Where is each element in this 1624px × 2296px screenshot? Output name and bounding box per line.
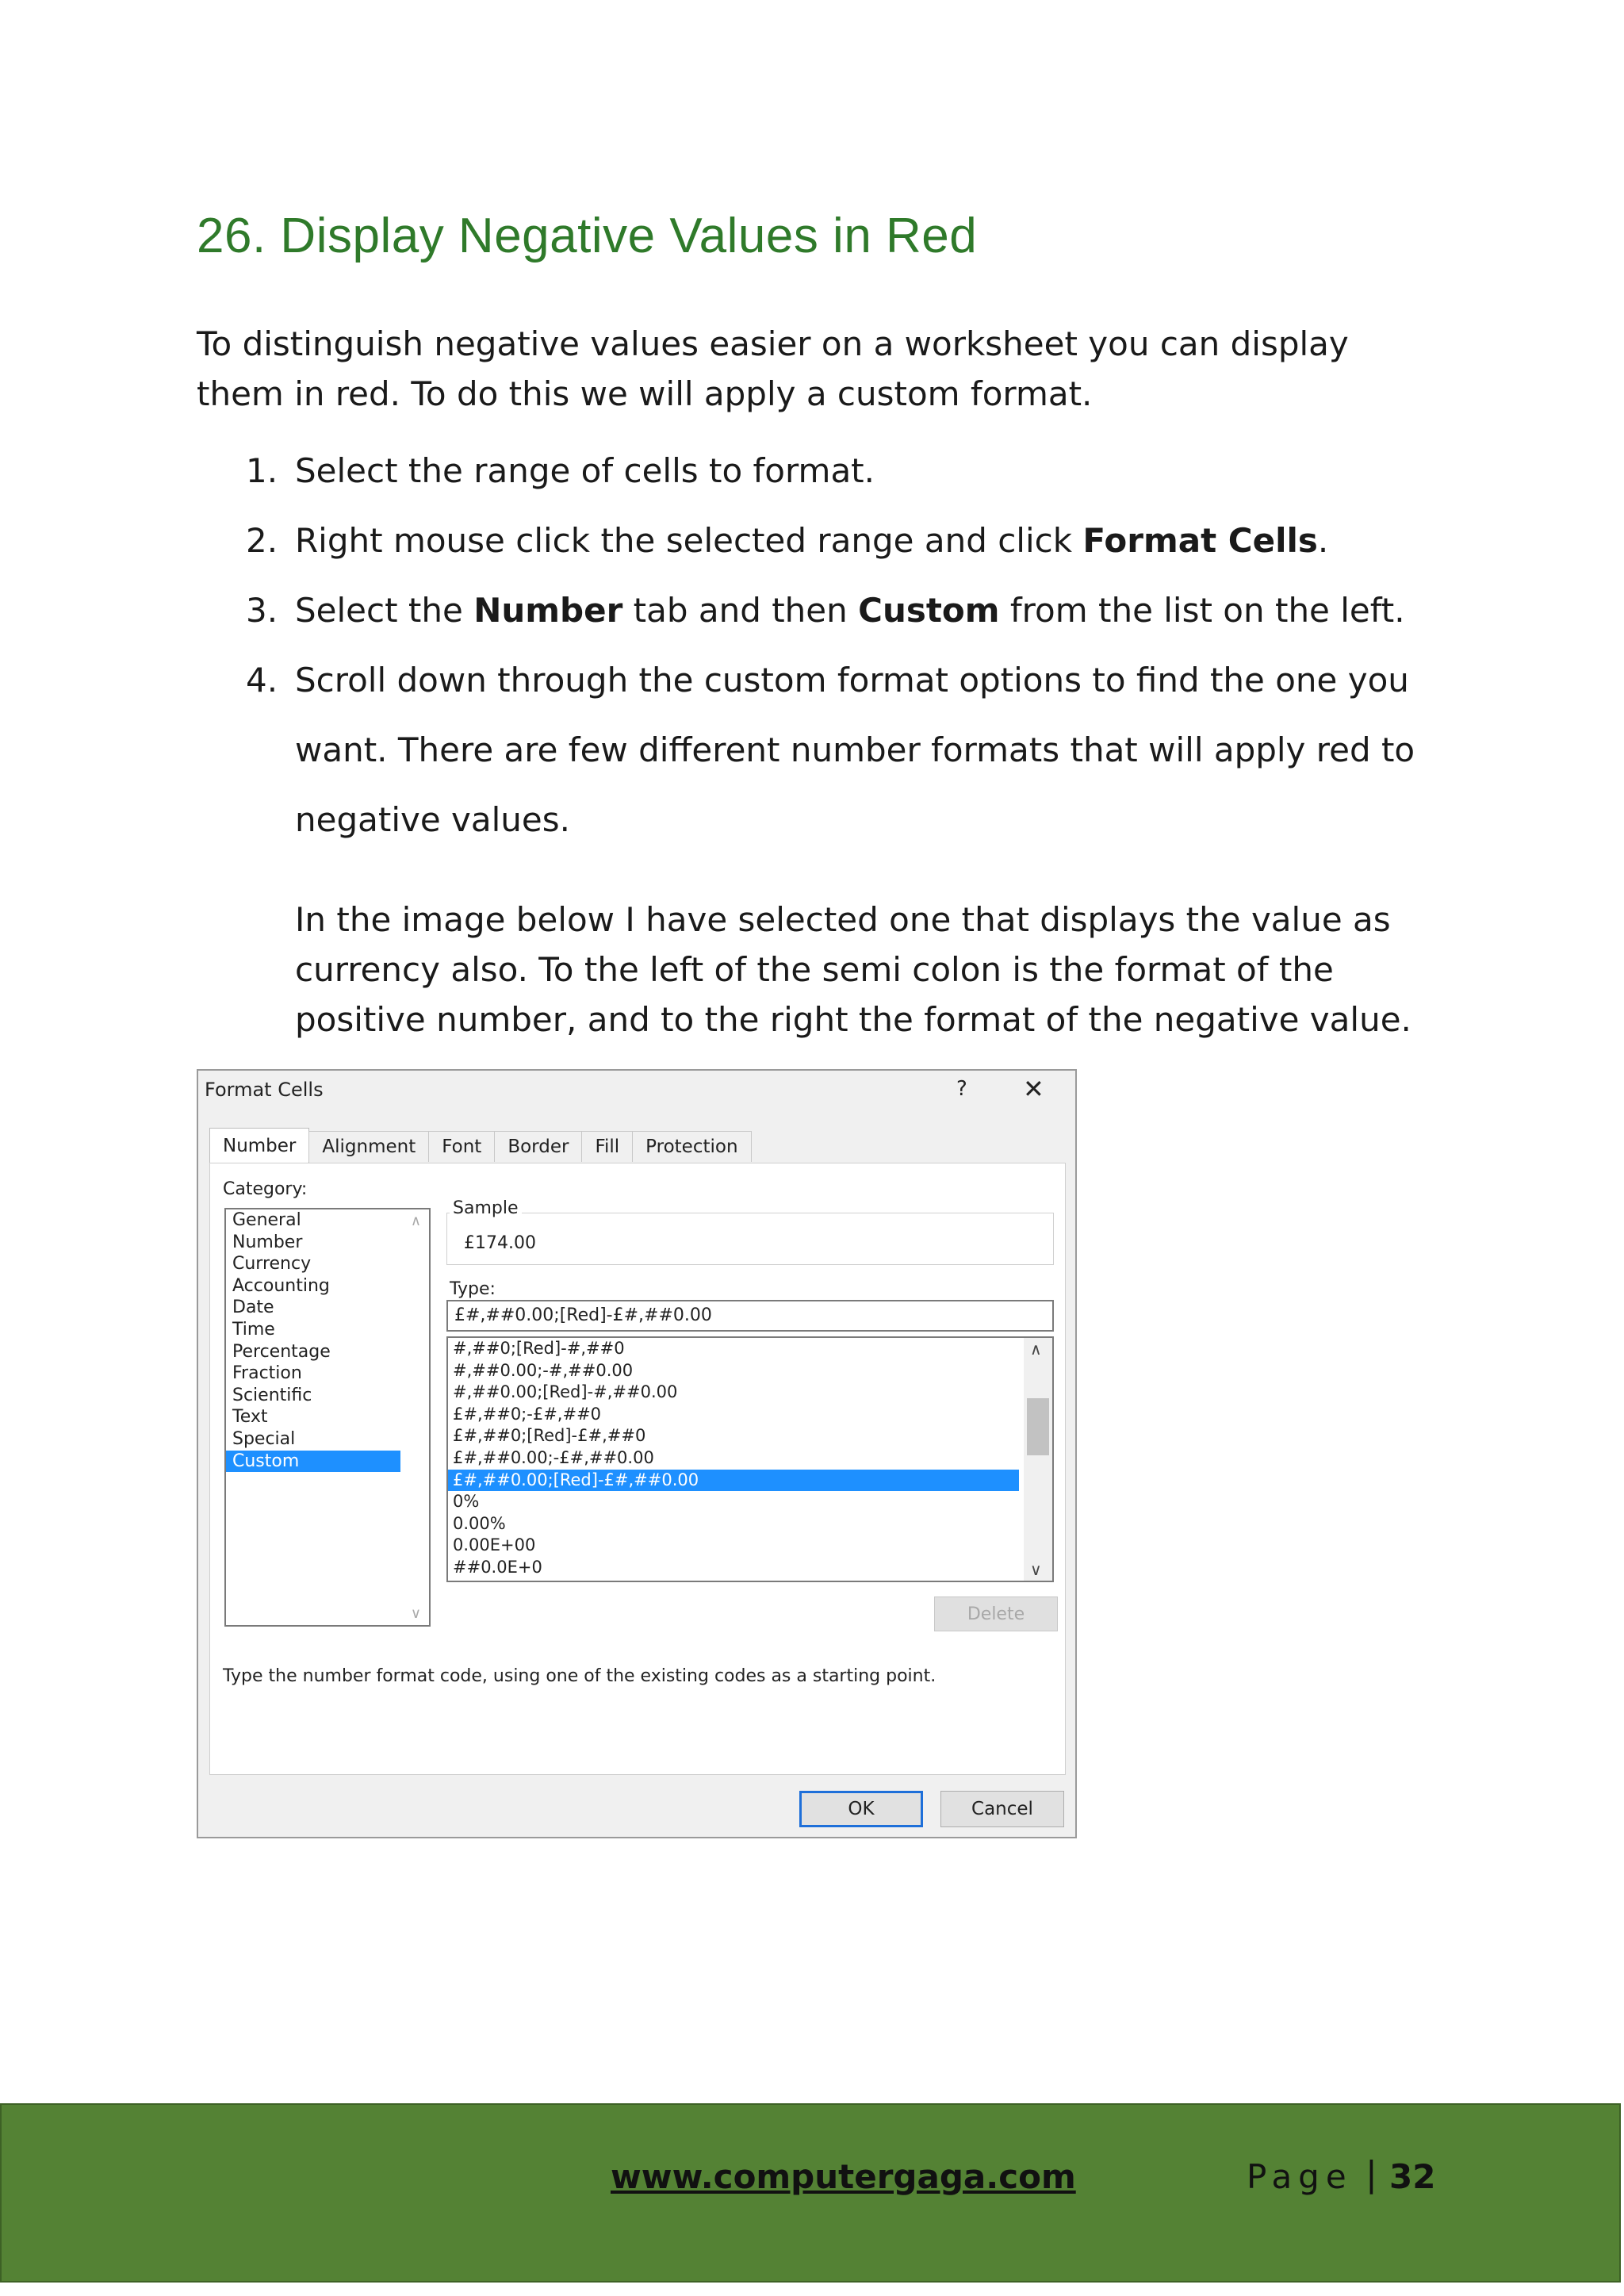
format-item[interactable]: #,##0.00;[Red]-#,##0.00	[453, 1382, 678, 1402]
sample-value: £174.00	[464, 1233, 536, 1253]
step-text: Right mouse click the selected range and click	[295, 521, 1083, 560]
chevron-down-icon[interactable]: ∨	[1030, 1560, 1042, 1579]
close-icon[interactable]: ✕	[1023, 1074, 1044, 1104]
step-number: 2.	[246, 521, 278, 560]
note-paragraph: In the image below I have selected one that displays the value as currency also. To the left of the semi colon is the format of the positive number, and to the right the format of the negative value.	[295, 900, 1411, 1039]
step-text-line: Scroll down through the custom format options to find the one you	[295, 661, 1409, 700]
format-item[interactable]: 0.00%	[453, 1513, 506, 1533]
tab-protection[interactable]: Protection	[632, 1131, 751, 1162]
step-text: .	[1317, 521, 1329, 560]
step-bold-text: Custom	[858, 591, 1000, 630]
scrollbar-thumb[interactable]	[1027, 1398, 1049, 1455]
chevron-up-icon[interactable]: ∧	[410, 1213, 421, 1229]
step-number: 3.	[246, 591, 278, 630]
tab-number[interactable]: Number	[209, 1128, 309, 1163]
step-text: Select the range of cells to format.	[295, 451, 875, 490]
tab-font[interactable]: Font	[428, 1131, 495, 1162]
category-list[interactable]	[224, 1208, 431, 1627]
step-1	[197, 436, 1434, 506]
format-item[interactable]: 0.00E+00	[453, 1535, 536, 1555]
format-item-selected[interactable]: £#,##0.00;[Red]-£#,##0.00	[448, 1470, 1019, 1492]
number-tab-panel	[209, 1163, 1066, 1775]
category-item[interactable]: Currency	[232, 1254, 312, 1274]
type-label: Type:	[450, 1279, 496, 1299]
format-item[interactable]: #,##0;[Red]-#,##0	[453, 1339, 625, 1358]
category-item[interactable]: Accounting	[232, 1275, 330, 1296]
cancel-button[interactable]: Cancel	[940, 1791, 1064, 1827]
step-text-line: want. There are few different number formats that will apply red to	[295, 730, 1415, 769]
category-item[interactable]: Fraction	[232, 1363, 302, 1384]
category-item[interactable]: Special	[232, 1428, 296, 1449]
format-item[interactable]: £#,##0;-£#,##0	[453, 1404, 602, 1424]
hint-text: Type the number format code, using one of the existing codes as a starting point.	[223, 1666, 936, 1686]
category-label: Category:	[223, 1179, 308, 1199]
format-list[interactable]	[446, 1336, 1054, 1582]
step-4	[197, 646, 1434, 855]
category-item[interactable]: Number	[232, 1232, 303, 1252]
step-text-line: negative values.	[295, 800, 570, 839]
step-text: Select the	[295, 591, 474, 630]
category-item[interactable]: Scientific	[232, 1385, 312, 1405]
section-heading: 26. Display Negative Values in Red	[197, 209, 978, 263]
footer-separator: |	[1365, 2154, 1377, 2194]
chevron-up-icon[interactable]: ∧	[1030, 1340, 1042, 1359]
format-list-scrollbar[interactable]	[1024, 1338, 1052, 1581]
footer-website-link[interactable]: www.computergaga.com	[611, 2157, 1076, 2196]
footer-page-number: 32	[1389, 2157, 1436, 2196]
dialog-title: Format Cells	[205, 1079, 324, 1101]
sample-box	[446, 1213, 1054, 1265]
tab-alignment[interactable]: Alignment	[308, 1131, 429, 1162]
category-item-selected[interactable]: Custom	[226, 1451, 400, 1473]
step-text: from the list on the left.	[999, 591, 1405, 630]
tab-border[interactable]: Border	[494, 1131, 582, 1162]
chevron-down-icon[interactable]: ∨	[410, 1605, 421, 1622]
category-item[interactable]: General	[232, 1210, 301, 1230]
step-bold-text: Format Cells	[1082, 521, 1318, 560]
delete-button[interactable]: Delete	[934, 1596, 1058, 1631]
tab-fill[interactable]: Fill	[581, 1131, 633, 1162]
format-cells-dialog	[197, 1069, 1077, 1838]
footer-page-label: Page	[1247, 2157, 1353, 2196]
category-item[interactable]: Percentage	[232, 1341, 331, 1362]
dialog-tabs	[209, 1128, 751, 1159]
step-number: 1.	[246, 451, 278, 490]
ok-button[interactable]: OK	[799, 1791, 923, 1827]
help-icon[interactable]: ?	[956, 1077, 967, 1101]
category-item[interactable]: Date	[232, 1297, 274, 1318]
intro-paragraph: To distinguish negative values easier on a worksheet you can display them in red. To do this we will apply a custom format.	[197, 324, 1349, 413]
sample-label: Sample	[450, 1198, 522, 1218]
format-item[interactable]: £#,##0.00;-£#,##0.00	[453, 1447, 654, 1467]
step-3	[197, 576, 1434, 646]
format-item[interactable]: #,##0.00;-#,##0.00	[453, 1360, 634, 1380]
steps-list	[197, 436, 1434, 855]
step-2	[197, 506, 1434, 576]
step-number: 4.	[246, 661, 278, 700]
category-item[interactable]: Text	[232, 1407, 268, 1428]
step-text: tab and then	[622, 591, 859, 630]
type-input[interactable]: £#,##0.00;[Red]-£#,##0.00	[446, 1300, 1054, 1332]
format-item[interactable]: ##0.0E+0	[453, 1557, 542, 1577]
format-item[interactable]: £#,##0;[Red]-£#,##0	[453, 1426, 646, 1446]
step-bold-text: Number	[473, 591, 623, 630]
format-item[interactable]: 0%	[453, 1492, 480, 1512]
category-item[interactable]: Time	[232, 1319, 275, 1340]
